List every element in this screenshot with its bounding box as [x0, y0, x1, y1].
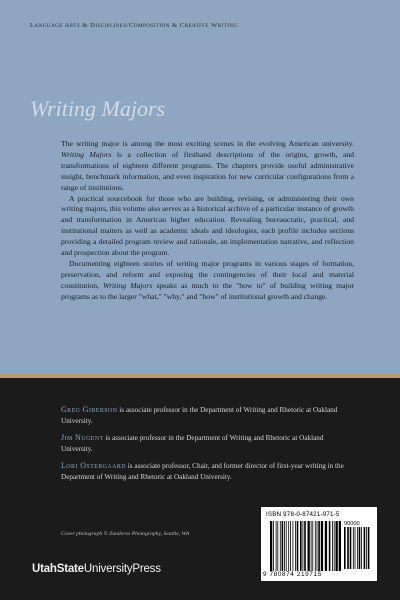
barcode-bar — [300, 521, 302, 571]
author-bios — [61, 405, 356, 490]
text-run: is a collection of firsthand descriptions of the origins, growth, and transformations of eighteen different programs. The chapters provide useful administrative insight, benchmark information, and even inspiration for new curricular configurations from a range of institutions. — [61, 149, 354, 192]
price-addon-text: 90000 — [344, 521, 360, 527]
barcode-bar — [347, 527, 349, 569]
description-paragraph-1 — [61, 139, 354, 194]
barcode-bar — [334, 521, 335, 571]
bio-text: is associate professor in the Department of Writing and Rhetoric at Oakland University. — [61, 434, 324, 453]
publisher-regular: UniversityPress — [83, 563, 161, 575]
barcode-bar — [308, 521, 310, 571]
barcode-bar — [336, 521, 338, 571]
barcode-bar — [288, 521, 289, 571]
barcode-bar — [361, 527, 362, 569]
barcode-bar — [304, 521, 306, 571]
ean-digits: 9 780874 219715 — [263, 571, 322, 578]
barcode-bar — [277, 521, 278, 571]
barcode-bar — [273, 521, 274, 571]
text-run: speaks as much to the "how to" of building writing major programs as to the larger "what," "why," and "how" of institutional growth and change. — [61, 280, 354, 301]
barcode-bar — [344, 527, 346, 569]
title-italic: Writing Majors — [103, 280, 153, 290]
barcode-bar — [286, 521, 287, 571]
bio-text: is associate professor in the Department of Writing and Rhetoric at Oakland University. — [61, 406, 338, 425]
barcode-bar — [311, 521, 312, 571]
barcode-bars — [270, 521, 342, 571]
author-name: Lori Ostergaard — [61, 461, 126, 471]
bio-text: is associate professor, Chair, and former director of first-year writing in the Department of Writing and Rhetoric at Oakland University. — [61, 462, 344, 481]
publisher-logo — [32, 563, 161, 575]
author-name: Greg Giberson — [61, 405, 118, 414]
description-paragraph-3 — [61, 259, 354, 303]
barcode-bar — [350, 527, 352, 569]
barcode-bar — [312, 521, 313, 571]
barcode-bar — [329, 521, 331, 571]
author-bio — [61, 461, 356, 482]
barcode-bar — [297, 521, 299, 571]
description — [61, 139, 354, 303]
barcode-bar — [355, 527, 356, 569]
barcode-bar — [366, 527, 367, 569]
addon-bars — [344, 527, 370, 569]
publisher-bold: UtahState — [32, 563, 84, 575]
barcode-bar — [295, 521, 296, 571]
barcode-bar — [303, 521, 304, 571]
barcode-bar — [325, 521, 327, 571]
text-run: Documenting eighteen stories of writing major programs in various stages of formation, preservation, and reform and exposing the contingencies of their local and material constitution, — [61, 258, 354, 290]
barcode-bar — [315, 521, 316, 571]
barcode-bar — [282, 521, 284, 571]
barcode-bar — [353, 527, 354, 569]
barcode-bar — [368, 527, 370, 569]
author-name: Jim Nugent — [61, 433, 104, 443]
barcode — [261, 507, 377, 581]
isbn-text: ISBN 978-0-87421-971-5 — [266, 511, 340, 518]
text-run: The writing major is among the most exciting scenes in the evolving American university. — [61, 139, 354, 148]
title-italic: Writing Majors — [61, 149, 112, 159]
description-paragraph-2: A practical sourcebook for those who are building, revising, or administering their own writing majors, this volume also serves as a historical archive of a particular instance of growth and transformation in American higher education. Revealing bureaucratic, practical, and institutional matters as well as academic ideals and ideologies, each profile includes sections providing a detailed program review and rationale, an implementation narrative, and reflection and prospection about the program. — [61, 193, 354, 258]
photo-credit: Cover photograph © Zanderso Photography, Seattle, WA — [61, 531, 190, 537]
barcode-bar — [318, 521, 320, 571]
barcode-bar — [357, 527, 358, 569]
barcode-bar — [280, 521, 281, 571]
book-title: Writing Majors — [30, 96, 166, 121]
barcode-bar — [284, 521, 285, 571]
barcode-bar — [276, 521, 277, 571]
barcode-bar — [332, 521, 333, 571]
author-bio — [61, 405, 356, 426]
barcode-bar — [321, 521, 323, 571]
barcode-bar — [359, 527, 361, 569]
author-bio — [61, 433, 356, 454]
subject-category: Language Arts & Disciplines/Composition & Creative Writing — [30, 22, 238, 29]
barcode-bar — [270, 521, 272, 571]
barcode-bar — [364, 527, 366, 569]
barcode-bar — [317, 521, 318, 571]
barcode-bar — [293, 521, 294, 571]
barcode-bar — [339, 521, 341, 571]
barcode-bar — [290, 521, 291, 571]
